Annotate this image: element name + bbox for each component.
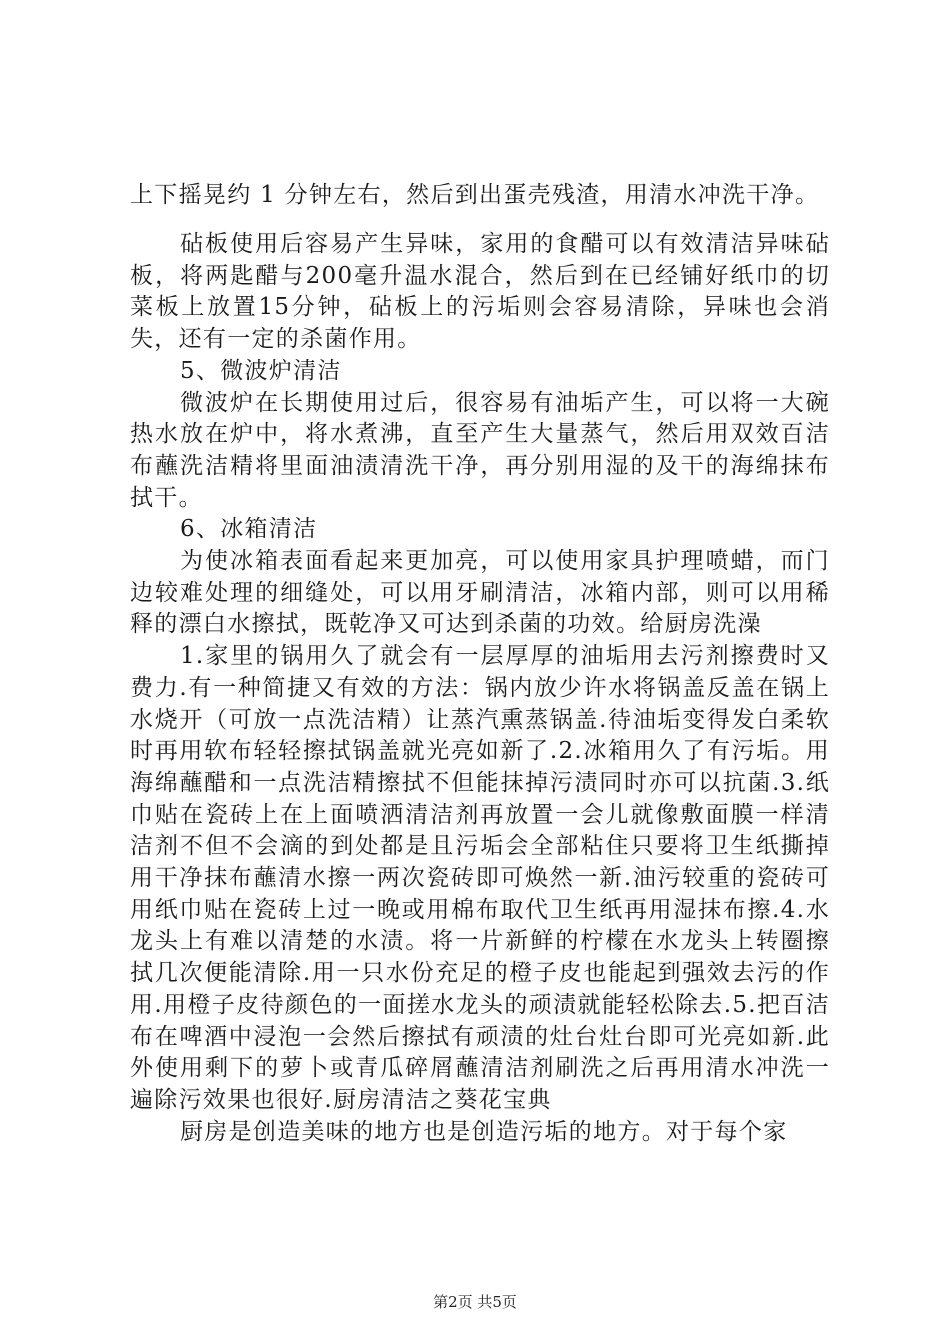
continued-text-line: 上下摇晃约 1 分钟左右，然后到出蛋壳残渣，用清水冲洗干净。: [130, 182, 820, 208]
document-body: [130, 229, 830, 1148]
paragraph-kitchen-tips: 1.家里的锅用久了就会有一层厚厚的油垢用去污剂擦费时又费力.有一种简捷又有效的方法：锅内放少许水将锅盖反盖在锅上水烧开（可放一点洗洁精）让蒸汽熏蒸锅盖.待油垢变得发白柔软时再用软布轻轻擦拭锅盖就光亮如新了.2.冰箱用久了有污垢。用海绵蘸醋和一点洗洁精擦拭不但能抹掉污渍同时亦可以抗菌.3.纸巾贴在瓷砖上在上面喷洒清洁剂再放置一会儿就像敷面膜一样清洁剂不但不会滴的到处都是且污垢会全部粘住只要将卫生纸撕掉用干净抹布蘸清水擦一两次瓷砖即可焕然一新.油污较重的瓷砖可用纸巾贴在瓷砖上过一晚或用棉布取代卫生纸再用湿抹布擦.4.水龙头上有难以清楚的水渍。将一片新鲜的柠檬在水龙头上转圈擦拭几次便能清除.用一只水份充足的橙子皮也能起到强效去污的作用.用橙子皮待颜色的一面搓水龙头的顽渍就能轻松除去.5.把百洁布在啤酒中浸泡一会然后擦拭有顽渍的灶台灶台即可光亮如新.此外使用剩下的萝卜或青瓜碎屑蘸清洁剂刷洗之后再用清水冲洗一遍除污效果也很好.厨房清洁之葵花宝典: [130, 643, 830, 1113]
paragraph-cutting-board: 砧板使用后容易产生异味，家用的食醋可以有效清洁异味砧板，将两匙醋与200毫升温水混合，然后到在已经铺好纸巾的切菜板上放置15分钟，砧板上的污垢则会容易清除，异味也会消失，还有一定的杀菌作用。: [130, 231, 830, 353]
paragraph-fridge: 为使冰箱表面看起来更加亮，可以使用家具护理喷蜡，而门边较难处理的细缝处，可以用牙刷清洁，冰箱内部，则可以用稀释的漂白水擦拭，既乾净又可达到杀菌的功效。给厨房洗澡: [130, 548, 830, 638]
page-number-footer: 第2页 共5页: [433, 1293, 517, 1311]
heading-microwave-cleaning: 5、微波炉清洁: [180, 357, 342, 384]
heading-fridge-cleaning: 6、冰箱清洁: [180, 516, 318, 543]
paragraph-kitchen-intro: 厨房是创造美味的地方也是创造污垢的地方。对于每个家: [180, 1118, 788, 1145]
paragraph-microwave: 微波炉在长期使用过后，很容易有油垢产生，可以将一大碗热水放在炉中，将水煮沸，直至产生大量蒸气，然后用双效百洁布蘸洗洁精将里面油渍清洗干净，再分别用湿的及干的海绵抹布拭干。: [130, 389, 830, 511]
